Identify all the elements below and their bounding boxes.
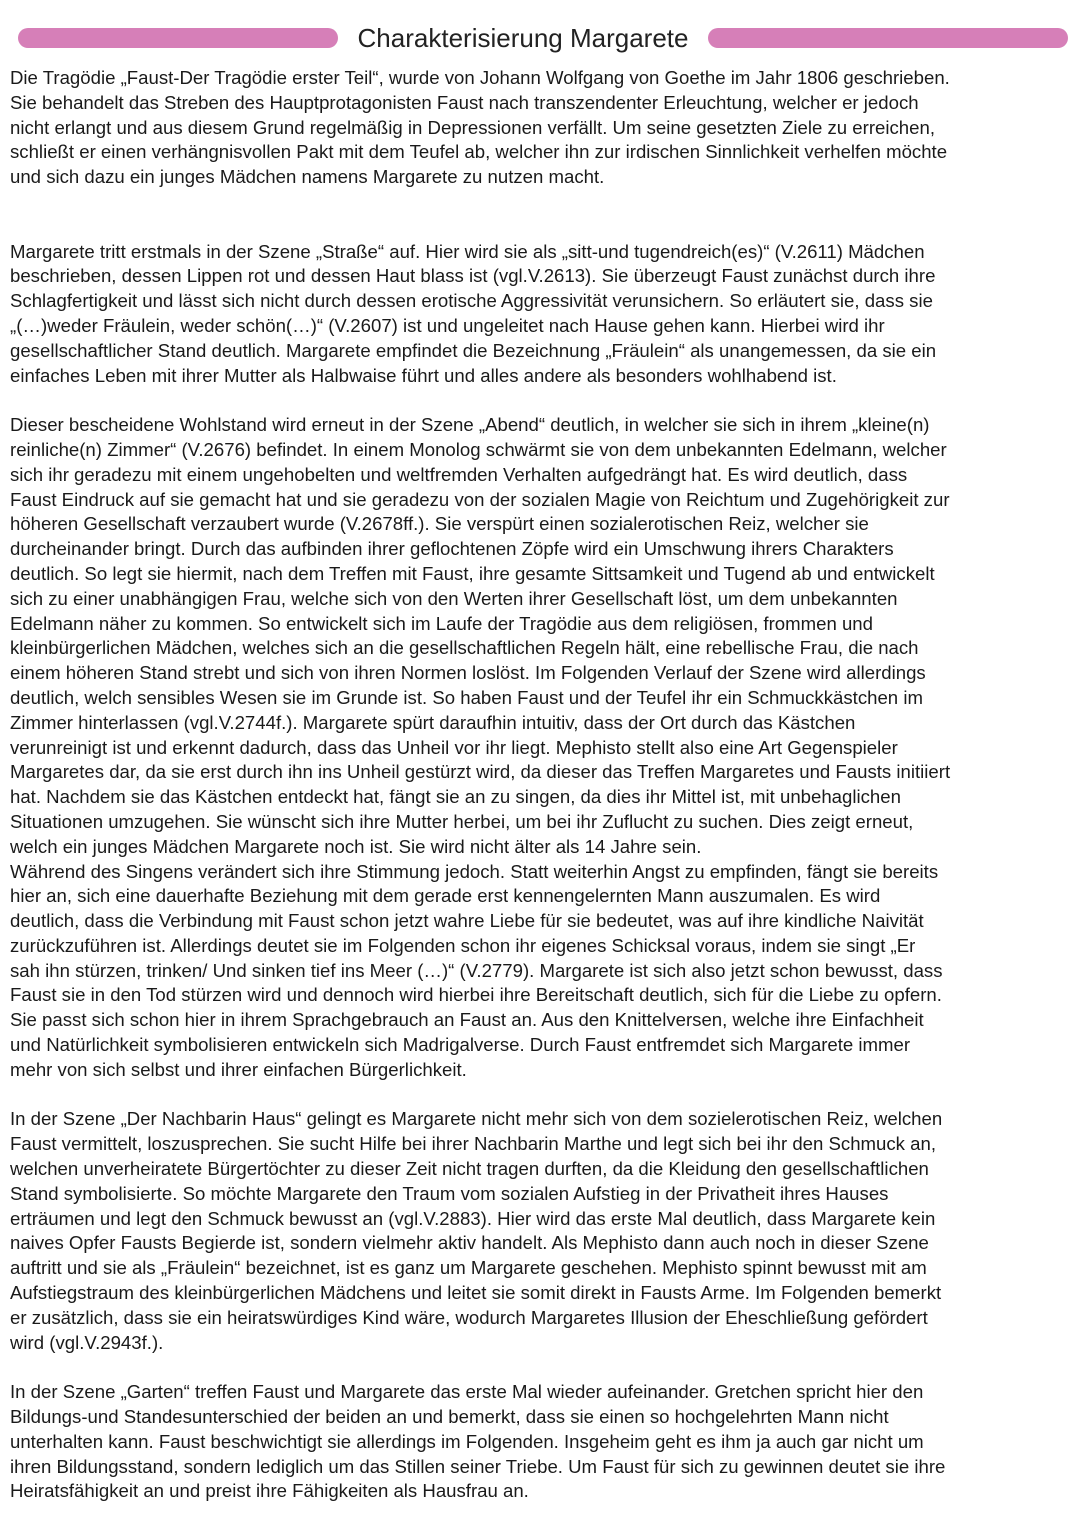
paragraph-spacer <box>10 388 1070 413</box>
paragraph-spacer <box>10 1083 1070 1108</box>
paragraph-abend: Dieser bescheidene Wohlstand wird erneut in der Szene „Abend“ deutlich, in welcher sie sich in ihrem „kleine(n) reinliche(n) Zimmer“ (V.2676) befindet. In einem Monolog schwärmt sie von dem unbekannten Edelmann, welcher sich ihr geradezu mit einem ungehobelten und weltfremden Verhalten aufgedrängt hat. Es wird deutlich, dass Faust Eindruck auf sie gemacht hat und sie geradezu von der sozialen Magie von Reichtum und Zugehörigkeit zur höheren Gesellschaft verzaubert wurde (V.2678ff.). Sie verspürt einen sozialerotischen Reiz, welcher sie durcheinander bringt. Durch das aufbinden ihrer geflochtenen Zöpfe wird ein Umschwung ihrers Charakters deutlich. So legt sie hiermit, nach dem Treffen mit Faust, ihre gesamte Sittsamkeit und Tugend ab und entwickelt sich zu einer unabhängigen Frau, welche sich von den Werten ihrer Gesellschaft löst, um dem unbekannten Edelmann näher zu kommen. So entwickelt sich im Laufe der Tragödie aus dem religiösen, frommen und kleinbürgerlichen Mädchen, welches sich an die gesellschaftlichen Regeln hält, eine rebellische Frau, die nach einem höheren Stand strebt und sich von ihren Normen loslöst. Im Folgenden Verlauf der Szene wird allerdings deutlich, welch sensibles Wesen sie im Grunde ist. So haben Faust und der Teufel ihr ein Schmuckkästchen im Zimmer hinterlassen (vgl.V.2744f.). Margarete spürt daraufhin intuitiv, dass der Ort durch das Kästchen verunreinigt ist und erkennt dadurch, dass das Unheil vor ihr liegt. Mephisto stellt also eine Art Gegenspieler Margaretes dar, da sie erst durch ihn ins Unheil gestürzt wird, da dieser das Treffen Margaretes und Fausts initiiert hat. Nachdem sie das Kästchen entdeckt hat, fängt sie an zu singen, da dies ihr Mittel ist, mit unbehaglichen Situationen umzugehen. Sie wünscht sich ihre Mutter herbei, um bei ihr Zuflucht zu suchen. Dies zeigt erneut, welch ein junges Mädchen Margarete noch ist. Sie wird nicht älter als 14 Jahre sein. Während des Singens verändert sich ihre Stimmung jedoch. Statt weiterhin Angst zu empfinden, fängt sie bereits hier an, sich eine dauerhafte Beziehung mit dem gerade erst kennengelernten Mann auszumalen. Es wird deutlich, dass die Verbindung mit Faust schon jetzt wahre Liebe für sie bedeutet, was auf ihre kindliche Naivität zurückzuführen ist. Allerdings deutet sie im Folgenden schon ihr eigenes Schicksal voraus, indem sie singt „Er sah ihn stürzen, trinken/ Und sinken tief ins Meer (…)“ (V.2779). Margarete ist sich also jetzt schon bewusst, dass Faust sie in den Tod stürzen wird und dennoch wird hierbei ihre Bereitschaft deutlich, sich für die Liebe zu opfern. Sie passt sich schon hier in ihrem Sprachgebrauch an Faust an. Aus den Knittelversen, welche ihre Einfachheit und Natürlichkeit symbolisieren entwickeln sich Madrigalverse. Durch Faust entfremdet sich Margarete immer mehr von sich selbst und ihrer einfachen Bürgerlichkeit. <box>10 414 951 1080</box>
paragraph-spacer <box>10 190 1070 240</box>
page-title: Charakterisierung Margarete <box>357 23 689 53</box>
title-row <box>0 18 1080 58</box>
paragraph-garten: In der Szene „Garten“ treffen Faust und Margarete das erste Mal wieder aufeinander. Gretchen spricht hier den Bildungs-und Standesunterschied der beiden an und bemerkt, dass sie einen so hochgelehrten Mann nicht unterhalten kann. Faust beschwichtigt sie allerdings im Folgenden. Insgeheim geht es ihm ja auch gar nicht um ihren Bildungsstand, sondern lediglich um das Stillen seiner Triebe. Um Faust für sich zu gewinnen deutet sie ihre Heiratsfähigkeit an und preist ihre Fähigkeiten als Hausfrau an. <box>10 1381 946 1502</box>
document-body <box>10 66 1070 1504</box>
paragraph-nachbarin-haus: In der Szene „Der Nachbarin Haus“ gelingt es Margarete nicht mehr sich von dem sozielerotischen Reiz, welchen Faust vermittelt, loszusprechen. Sie sucht Hilfe bei ihrer Nachbarin Marthe und legt sich bei ihr den Schmuck an, welchen unverheiratete Bürgertöchter zu dieser Zeit nicht tragen durften, da die Kleidung den gesellschaftlichen Stand symbolisierte. So möchte Margarete den Traum vom sozialen Aufstieg in der Privatheit ihres Hauses erträumen und legt den Schmuck bewusst an (vgl.V.2883). Hier wird das erste Mal deutlich, dass Margarete kein naives Opfer Fausts Begierde ist, sondern vielmehr aktiv handelt. Als Mephisto dann auch noch in dieser Szene auftritt und sie als „Fräulein“ bezeichnet, ist es ganz um Margarete geschehen. Mephisto spinnt bewusst mit am Aufstiegstraum des kleinbürgerlichen Mädchens und leitet sie somit direkt in Fausts Arme. Im Folgenden bemerkt er zusätzlich, dass sie ein heiratswürdiges Kind wäre, wodurch Margaretes Illusion der Eheschließung gefördert wird (vgl.V.2943f.). <box>10 1108 943 1353</box>
decorative-bar-right <box>708 28 1068 48</box>
decorative-bar-left <box>18 28 338 48</box>
paragraph-spacer <box>10 1355 1070 1380</box>
paragraph-intro: Die Tragödie „Faust-Der Tragödie erster Teil“, wurde von Johann Wolfgang von Goethe im Jahr 1806 geschrieben. Sie behandelt das Streben des Hauptprotagonisten Faust nach transzendenter Erleuchtung, welcher er jedoch nicht erlangt und aus diesem Grund regelmäßig in Depressionen verfällt. Um seine gesetzten Ziele zu erreichen, schließt er einen verhängnisvollen Pakt mit dem Teufel ab, welcher ihn zur irdischen Sinnlichkeit verhelfen möchte und sich dazu ein junges Mädchen namens Margarete zu nutzen macht. <box>10 67 950 188</box>
paragraph-strasse: Margarete tritt erstmals in der Szene „Straße“ auf. Hier wird sie als „sitt-und tugendreich(es)“ (V.2611) Mädchen beschrieben, dessen Lippen rot und dessen Haut blass ist (vgl.V.2613). Sie überzeugt Faust zunächst durch ihre Schlagfertigkeit und lässt sich nicht durch dessen erotische Aggressivität verunsichern. So erläutert sie, dass sie „(…)weder Fräulein, weder schön(…)“ (V.2607) ist und ungeleitet nach Hause gehen kann. Hierbei wird ihr gesellschaftlicher Stand deutlich. Margarete empfindet die Bezeichnung „Fräulein“ als unangemessen, da sie ein einfaches Leben mit ihrer Mutter als Halbwaise führt und alles andere als besonders wohlhabend ist. <box>10 240 937 386</box>
